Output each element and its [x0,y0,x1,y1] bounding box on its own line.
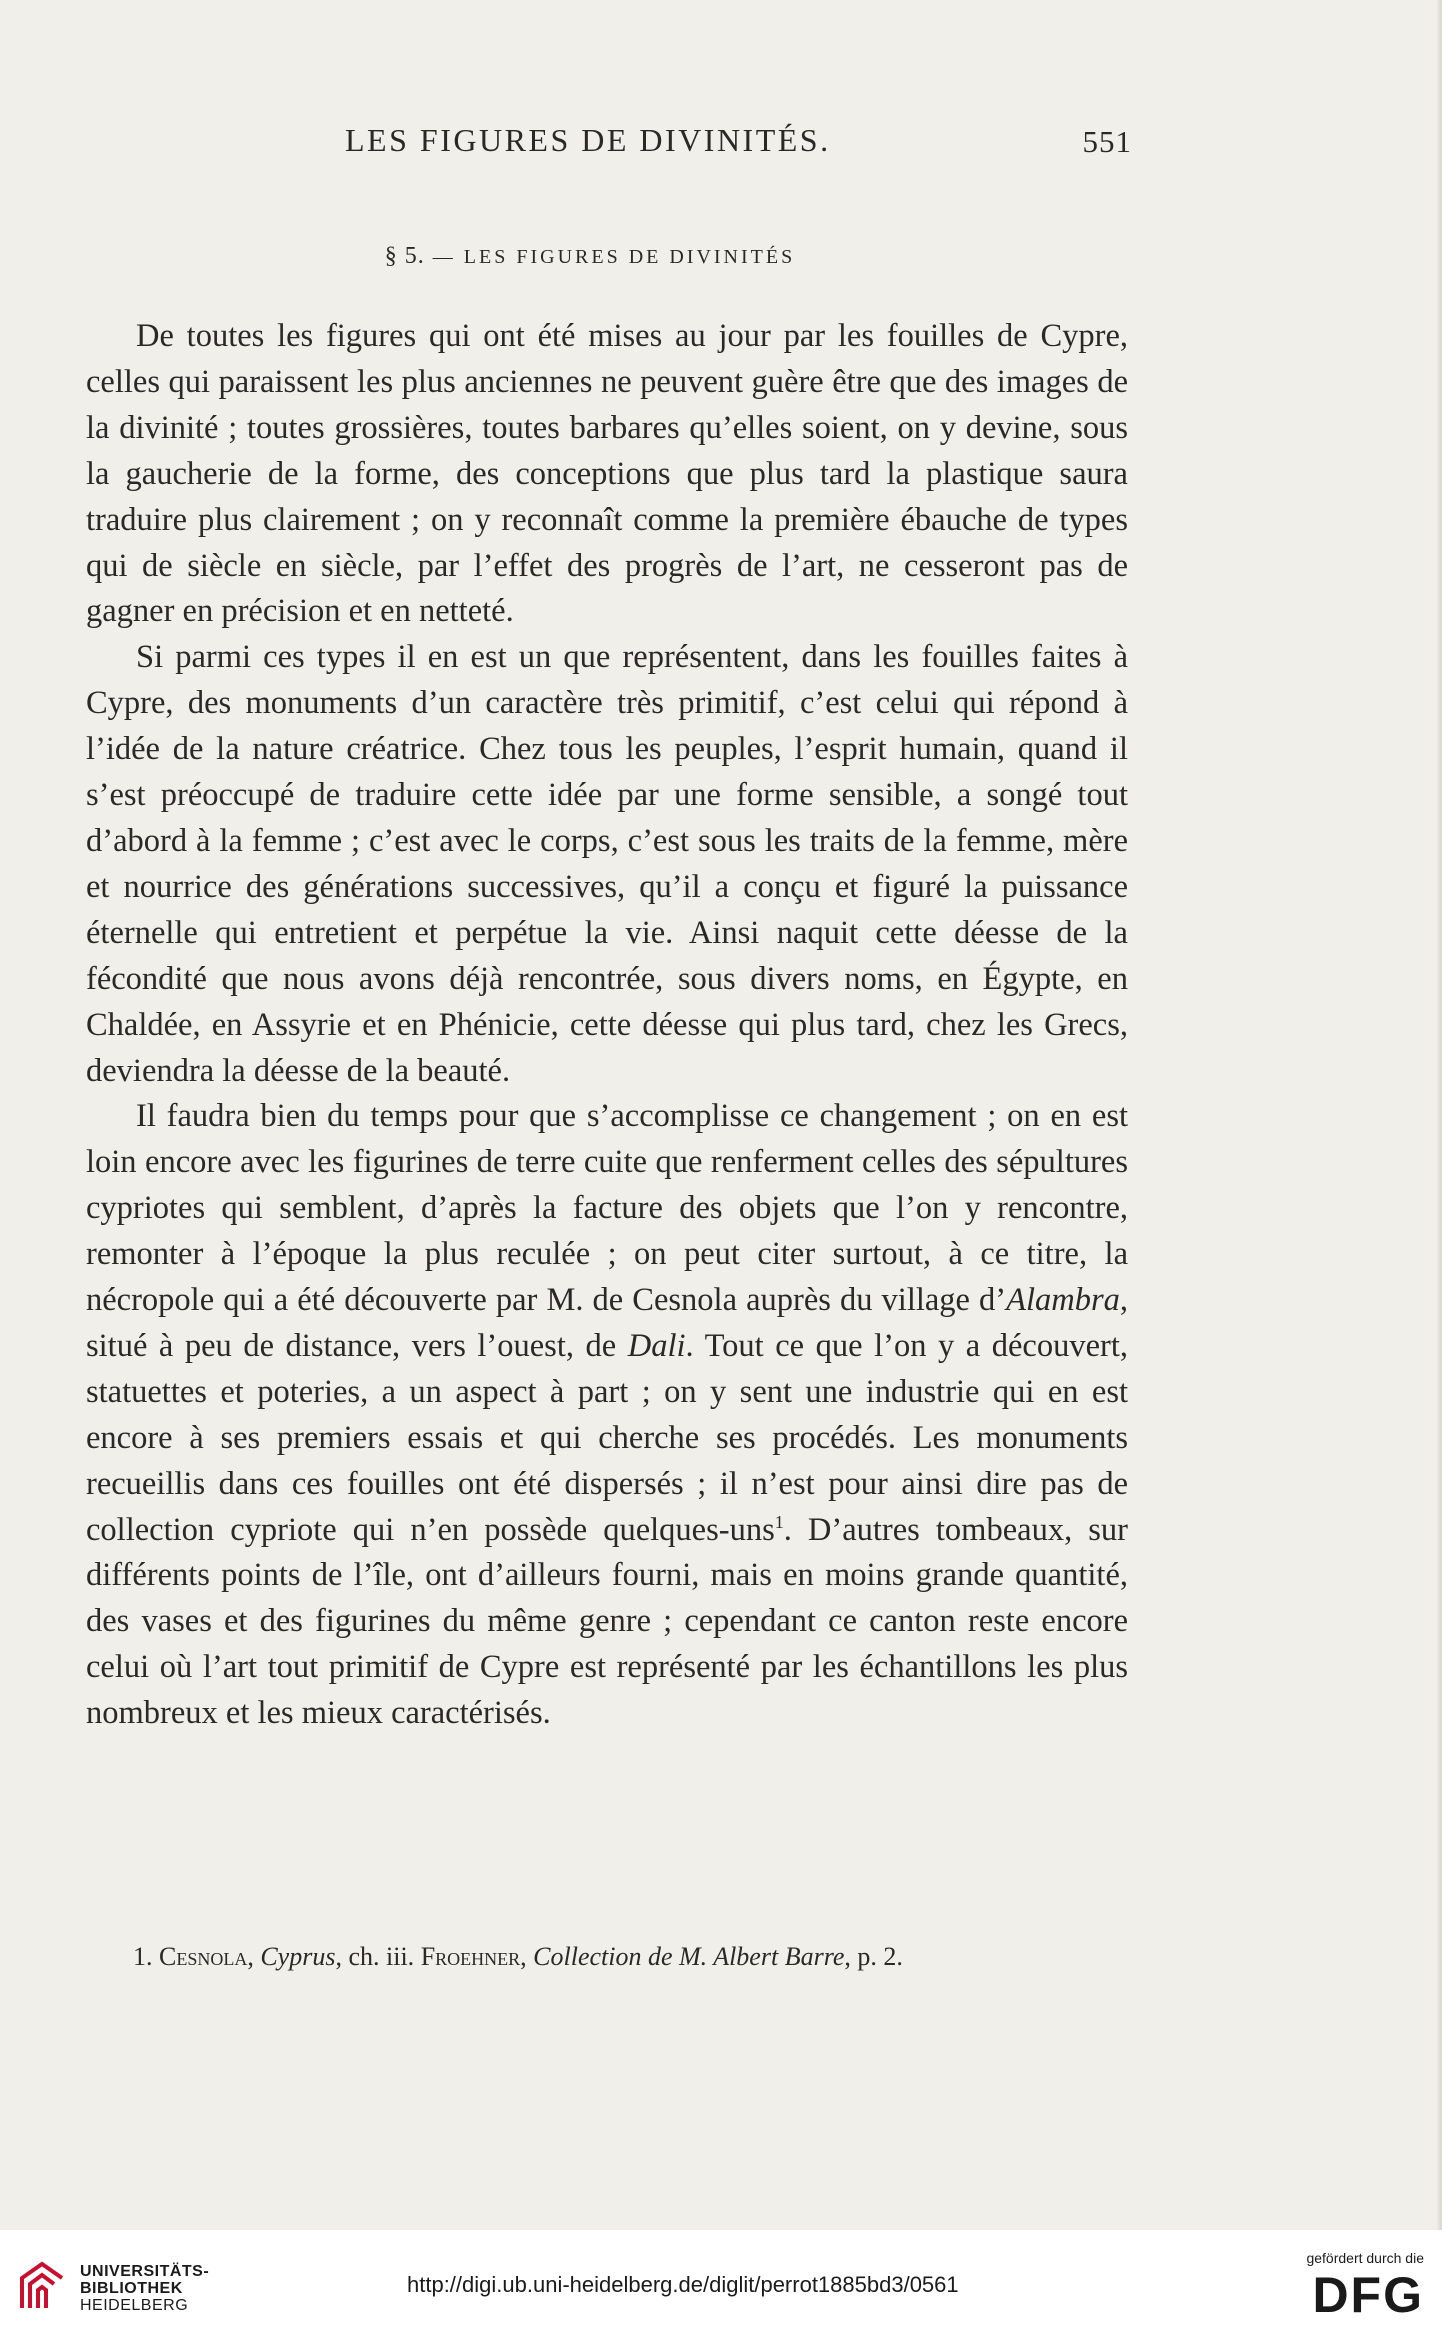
footnote-author-cesnola: Cesnola [159,1942,248,1971]
place-name-dali: Dali [627,1327,686,1364]
section-dash: — [432,246,456,268]
footnote-work-cyprus: Cyprus [260,1942,336,1971]
place-name-alambra: Alambra [1006,1282,1120,1319]
library-name-line-2: BIBLIOTHEK [80,2280,183,2297]
footnote-ref-2: , p. 2. [844,1942,903,1971]
dfg-logo: DFG [1312,2267,1424,2323]
sponsor-label: gefördert durch die [1306,2250,1424,2266]
paragraph-2: Si parmi ces types il en est un que représentent, dans les fouilles faites à Cypre, des monuments d’un caractère très primitif, c’est celui qui répond à l’idée de la nature créatrice. Chez tous les peuples, l’esprit humain, quand il s’est préoccupé de traduire cette idée par une forme sensible, a songé tout d’abord à la femme ; c’est avec le corps, c’est sous les traits de la femme, mère et nourrice des générations successives, qu’il a conçu et figuré la puissance éternelle qui entretient et perpétue la vie. Ainsi naquit cette déesse de la fécondité que nous avons déjà rencontrée, sous divers noms, en Égypte, en Chaldée, en Assyrie et en Phénicie, cette déesse qui plus tard, chez les Grecs, deviendra la déesse de la beauté. [86,639,1128,1089]
paragraph-3-part-4: . D’autres tombeaux, sur différents points de l’île, ont d’ailleurs fourni, mais en moins grande quantité, des vases et des figurines du même genre ; cependant ce canton reste encore celui où l’art tout primitif de Cypre est représenté par les échantillons les plus nombreux et les mieux caractérisés. [86,1511,1128,1732]
page-number: 551 [1082,124,1132,159]
body-text [86,314,1128,1737]
permalink-url[interactable]: http://digi.ub.uni-heidelberg.de/diglit/perrot1885bd3/0561 [407,2272,959,2297]
footnote-author-froehner: Froehner [420,1942,521,1971]
paragraph-3-part-3: . Tout ce que l’on y a découvert, statuettes et poteries, a un aspect à part ; on y sent une industrie qui en est encore à ses premiers essais et qui cherche ses procédés. Les monuments recueillis dans ces fouilles ont été dispersés ; il n’est pour ainsi dire pas de collection cypriote qui n’en possède quelques-uns [86,1327,1128,1548]
section-number: § 5. [384,243,425,269]
university-library-logo-icon [14,2258,72,2316]
paragraph-1: De toutes les figures qui ont été mises au jour par les fouilles de Cypre, celles qui paraissent les plus anciennes ne peuvent guère être que des images de la divinité ; toutes grossières, toutes barbares qu’elles soient, on y devine, sous la gaucherie de la forme, des conceptions que plus tard la plastique saura traduire plus clairement ; on y reconnaît comme la première ébauche de types qui de siècle en siècle, par l’effet des progrès de l’art, ne cesseront pas de gagner en précision et en netteté. [86,318,1128,630]
footnote-work-collection: Collection de M. Albert Barre [533,1942,845,1971]
footnote-number: 1. [133,1942,153,1971]
viewer-footer [0,2230,1442,2337]
footnote-reference: 1 [774,1511,784,1532]
paragraph-3-part-2: , situé à peu de distance, vers l’ouest, de [86,1282,1128,1364]
library-name-line-1: UNIVERSITÄTS- [80,2263,210,2280]
library-name [80,2263,209,2314]
page-edge [1436,0,1442,2230]
sponsor-credit [1274,2250,1424,2323]
paragraph-3 [86,1094,1128,1737]
footnote-ref-1: , ch. iii. [335,1942,421,1971]
section-heading [0,243,1180,270]
footnote: 1. Cesnola, Cyprus, ch. iii. Froehner, Collection de M. Albert Barre, p. 2. [133,1942,903,1971]
library-name-line-3: HEIDELBERG [80,2297,189,2314]
paragraph-3-part-1: Il faudra bien du temps pour que s’accomplisse ce changement ; on en est loin encore avec les figurines de terre cuite que renferment celles des sépultures cypriotes qui semblent, d’après la facture des objets que l’on y rencontre, remonter à l’époque la plus reculée ; on peut citer surtout, à ce titre, la nécropole qui a été découverte par M. de Cesnola auprès du village d’ [86,1098,1128,1319]
running-title: LES FIGURES DE DIVINITÉS. [345,122,831,158]
section-title: LES FIGURES DE DIVINITÉS [463,246,796,268]
